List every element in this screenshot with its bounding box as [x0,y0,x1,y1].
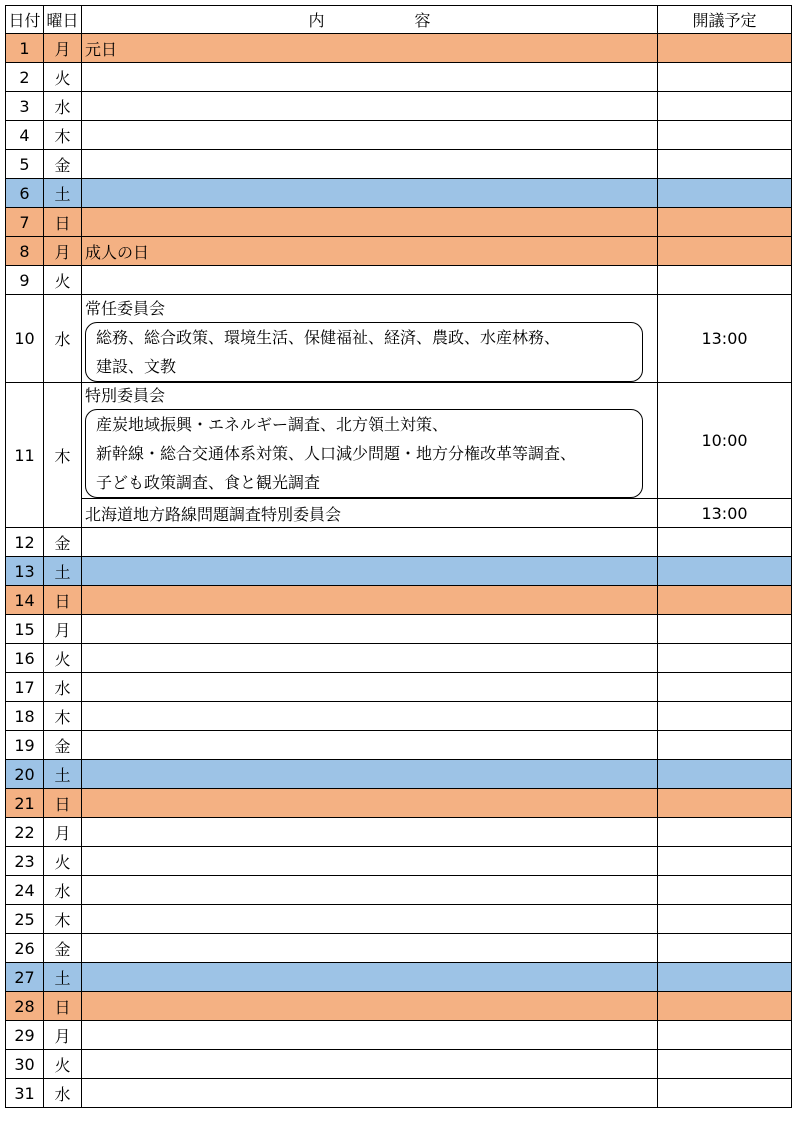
header-day-of-week: 曜日 [44,6,82,34]
committee-list-bracket [85,409,643,498]
committee-list-line: 新幹線・総合交通体系対策、人口減少問題・地方分権改革等調査、 [96,444,577,463]
committee-list-line: 建設、文教 [96,356,177,376]
day-dow: 月 [44,34,82,63]
day-date: 12 [6,528,44,557]
day-time [658,34,792,63]
day-content [82,121,658,150]
day-dow: 金 [44,528,82,557]
day-content [82,963,658,992]
day-row [6,237,792,266]
day-date: 25 [6,905,44,934]
day-content [82,905,658,934]
day-time [658,266,792,295]
day-row [6,760,792,789]
day-date: 3 [6,92,44,121]
day-time [658,847,792,876]
day-time [658,789,792,818]
day-dow: 月 [44,1021,82,1050]
day-content [82,760,658,789]
day-date: 7 [6,208,44,237]
day-content [82,644,658,673]
day-content [82,179,658,208]
day-row [6,644,792,673]
day-date: 19 [6,731,44,760]
day-dow: 木 [44,702,82,731]
day-content [82,992,658,1021]
day-content [82,528,658,557]
day-date: 23 [6,847,44,876]
day-content [82,1021,658,1050]
day-date: 9 [6,266,44,295]
committee-list-line: 総務、総合政策、環境生活、保健福祉、経済、農政、水産林務、 [96,327,561,347]
day-date: 31 [6,1079,44,1108]
day-dow: 木 [44,121,82,150]
day-row [6,1021,792,1050]
day-time [658,528,792,557]
day-row [6,1079,792,1108]
day-time [658,818,792,847]
day-dow: 金 [44,934,82,963]
day-time [658,586,792,615]
day-date: 10 [6,295,44,383]
day-date: 28 [6,992,44,1021]
day-time [658,876,792,905]
day-date: 22 [6,818,44,847]
header-content-right: 容 [414,11,431,30]
day-row [6,266,792,295]
day-row [6,208,792,237]
day-row [6,121,792,150]
day-time: 13:00 [658,499,792,528]
day-time [658,1079,792,1108]
committee-list-line: 産炭地域振興・エネルギー調査、北方領土対策、 [96,415,449,434]
day-row [6,1050,792,1079]
day-row [6,528,792,557]
day-row [6,905,792,934]
day-date: 8 [6,237,44,266]
day-row [6,731,792,760]
day-row [6,934,792,963]
day-dow: 水 [44,673,82,702]
day-content [82,615,658,644]
day-time [658,963,792,992]
day-time [658,615,792,644]
day-date: 29 [6,1021,44,1050]
day-row [6,63,792,92]
day-row [6,557,792,586]
day-content [82,731,658,760]
day-time [658,760,792,789]
day-dow: 金 [44,731,82,760]
header-time: 開議予定 [658,6,792,34]
day-time [658,208,792,237]
day-row [6,586,792,615]
special-committee-cell [82,383,658,499]
day-dow: 火 [44,266,82,295]
day-dow: 火 [44,63,82,92]
day-content [82,818,658,847]
day-date: 13 [6,557,44,586]
day-dow: 水 [44,1079,82,1108]
day-row [6,179,792,208]
day-date: 30 [6,1050,44,1079]
day-content [82,876,658,905]
day-dow: 土 [44,557,82,586]
committee-list-line: 子ども政策調査、食と観光調査 [96,473,321,492]
day-time [658,150,792,179]
day-row [6,150,792,179]
day-dow: 月 [44,615,82,644]
day-time [658,1050,792,1079]
day-content: 北海道地方路線問題調査特別委員会 [82,499,658,528]
day-dow: 木 [44,383,82,528]
day-content [82,208,658,237]
day-dow: 日 [44,992,82,1021]
day-content: 元日 [82,34,658,63]
day-row [6,847,792,876]
standing-committee-cell [82,295,658,383]
day-date: 24 [6,876,44,905]
day-dow: 火 [44,1050,82,1079]
day-row [6,789,792,818]
day-row-standing-committee [6,295,792,383]
day-dow: 土 [44,963,82,992]
day-dow: 金 [44,150,82,179]
day-content: 成人の日 [82,237,658,266]
day-content [82,150,658,179]
day-time [658,731,792,760]
day-dow: 月 [44,237,82,266]
day-row [6,702,792,731]
day-content [82,266,658,295]
day-date: 14 [6,586,44,615]
day-time [658,673,792,702]
day-time [658,992,792,1021]
day-dow: 土 [44,179,82,208]
day-date: 20 [6,760,44,789]
day-row [6,92,792,121]
day-date: 18 [6,702,44,731]
standing-committee-heading: 常任委員会 [85,298,166,318]
day-time [658,63,792,92]
day-date: 21 [6,789,44,818]
day-dow: 水 [44,876,82,905]
day-content [82,789,658,818]
day-row [6,876,792,905]
day-date: 5 [6,150,44,179]
day-date: 27 [6,963,44,992]
day-dow: 日 [44,586,82,615]
day-content [82,586,658,615]
day-date: 2 [6,63,44,92]
day-dow: 日 [44,208,82,237]
day-row [6,34,792,63]
day-row [6,992,792,1021]
day-dow: 木 [44,905,82,934]
day-content [82,1050,658,1079]
day-row [6,615,792,644]
day-content [82,63,658,92]
day-row-special-committee [6,383,792,499]
day-content [82,934,658,963]
day-content [82,92,658,121]
day-date: 15 [6,615,44,644]
day-dow: 日 [44,789,82,818]
day-dow: 火 [44,644,82,673]
header-date: 日付 [6,6,44,34]
day-date: 17 [6,673,44,702]
day-dow: 水 [44,92,82,121]
day-dow: 水 [44,295,82,383]
day-time [658,237,792,266]
day-time [658,179,792,208]
day-row-extra [6,499,792,528]
day-date: 6 [6,179,44,208]
day-row [6,673,792,702]
day-date: 4 [6,121,44,150]
day-dow: 月 [44,818,82,847]
special-committee-heading: 特別委員会 [85,386,166,405]
day-content [82,557,658,586]
header-row [6,6,792,34]
day-date: 26 [6,934,44,963]
day-dow: 火 [44,847,82,876]
day-date: 11 [6,383,44,528]
day-row [6,818,792,847]
committee-list-bracket [85,322,643,382]
day-time [658,557,792,586]
day-content [82,847,658,876]
day-time [658,1021,792,1050]
day-time: 10:00 [658,383,792,499]
day-date: 1 [6,34,44,63]
header-content [82,6,658,34]
day-dow: 土 [44,760,82,789]
day-row [6,963,792,992]
day-time [658,905,792,934]
day-time [658,934,792,963]
day-time [658,92,792,121]
day-time: 13:00 [658,295,792,383]
header-content-left: 内 [308,11,325,30]
schedule-table [5,5,792,1108]
day-time [658,644,792,673]
day-time [658,121,792,150]
day-content [82,1079,658,1108]
day-time [658,702,792,731]
day-content [82,673,658,702]
day-date: 16 [6,644,44,673]
day-content [82,702,658,731]
